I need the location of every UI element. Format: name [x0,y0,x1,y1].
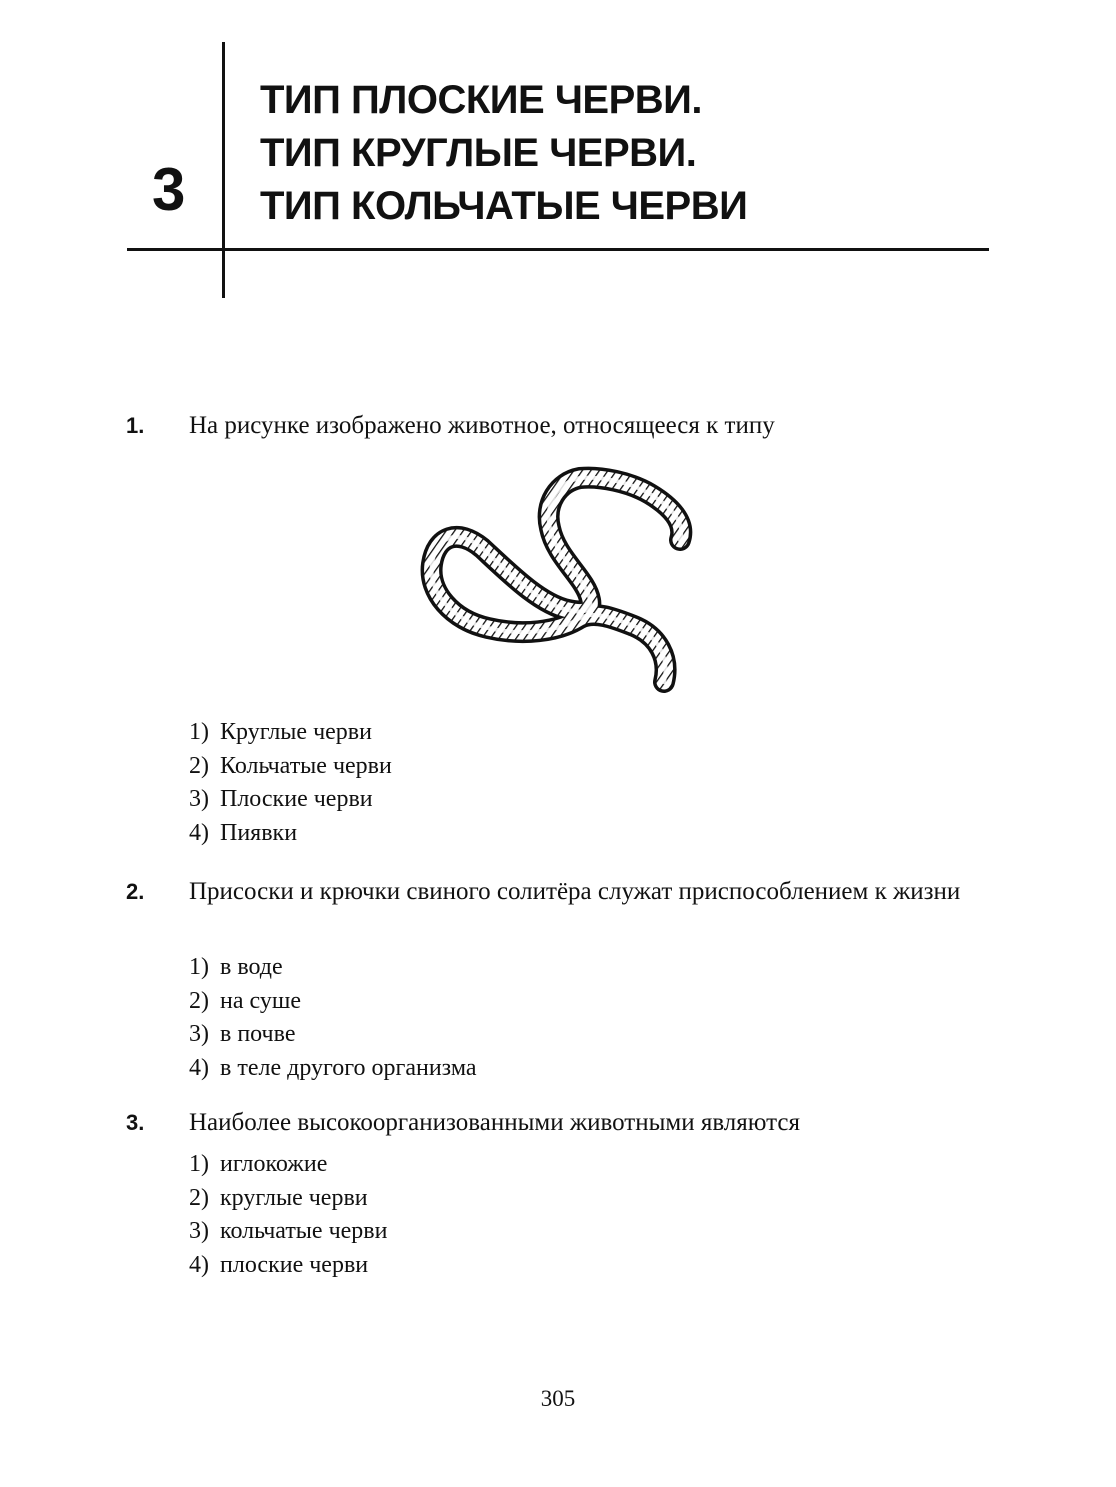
chapter-title-line: ТИП КРУГЛЫЕ ЧЕРВИ. [260,131,697,175]
worm-body [432,478,682,682]
answer-option[interactable]: 3) кольчатые черви [189,1218,388,1244]
chapter-titles [260,74,980,233]
question-number: 3. [126,1110,145,1135]
answer-option[interactable]: 3) Плоские черви [189,786,373,812]
chapter-vertical-rule [222,42,225,298]
chapter-horizontal-rule [127,248,989,251]
answer-options [189,1148,889,1282]
answer-option[interactable]: 1) в воде [189,954,283,980]
question-number: 2. [126,879,145,904]
chapter-number: 3 [152,156,185,223]
chapter-title-line: ТИП КОЛЬЧАТЫЕ ЧЕРВИ [260,184,748,228]
answer-option[interactable]: 4) плоские черви [189,1251,369,1278]
answer-option[interactable]: 3) в почве [189,1021,296,1047]
answer-options [189,951,889,1085]
answer-option[interactable]: 4) Пиявки [189,819,298,846]
question-number: 1. [126,413,145,438]
answer-option[interactable]: 2) Кольчатые черви [189,752,392,779]
answer-options [189,716,889,850]
answer-option[interactable]: 2) на суше [189,987,301,1014]
answer-option[interactable]: 2) круглые черви [189,1184,368,1211]
chapter-title-line: ТИП ПЛОСКИЕ ЧЕРВИ. [260,78,703,122]
page-number: 305 [540,1386,576,1411]
question-text: Присоски и крючки свиного солитёра служат приспособлением к жизни [189,878,961,905]
answer-option[interactable]: 1) Круглые черви [189,719,372,745]
answer-option[interactable]: 1) иглокожие [189,1151,328,1177]
earthworm-drawing [418,460,708,695]
question-text: На рисунке изображено животное, относящееся к типу [189,412,775,439]
answer-option[interactable]: 4) в теле другого организма [189,1054,477,1081]
question-text: Наиболее высокоорганизованными животными являются [189,1109,800,1136]
